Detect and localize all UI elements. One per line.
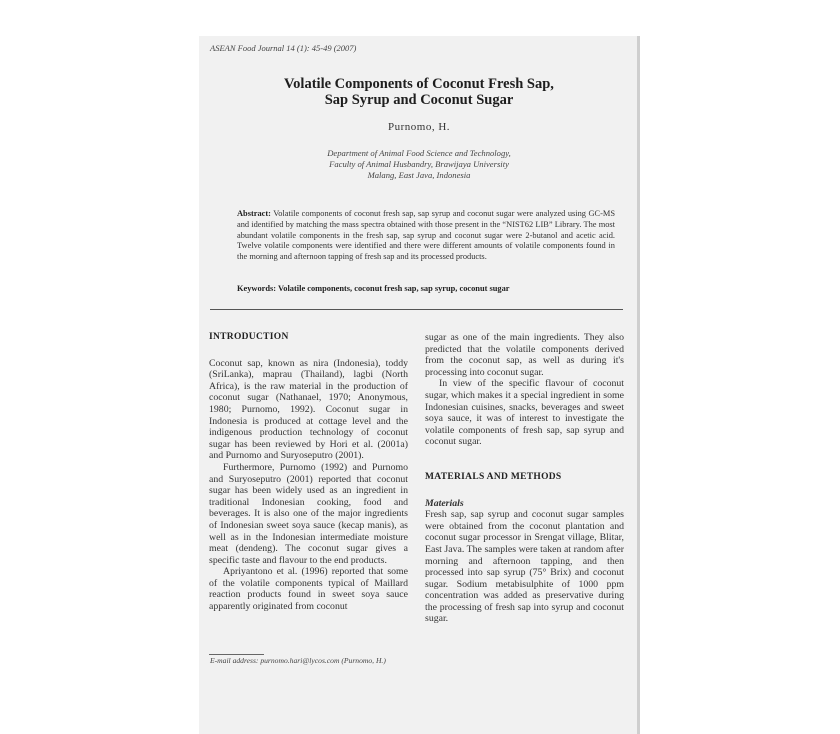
title-line-2: Sap Syrup and Coconut Sugar bbox=[324, 92, 514, 108]
section-divider bbox=[210, 309, 623, 310]
footnote-email: E-mail address: purnomo.hari@lycos.com (Purnomo, H.) bbox=[210, 656, 386, 665]
intro-paragraph-3: Apriyantono et al. (1996) reported that some of the volatile components typical of Maillard reaction products found in sweet soya sauce apparently originated from coconut bbox=[209, 566, 408, 613]
right-column bbox=[425, 332, 624, 625]
abstract-text: Volatile components of coconut fresh sap, sap syrup and coconut sugar were analyzed using GC-MS and identified by matching the mass spectra obtained with those present in the “NIST62 LIB” Library. The most abundant volatile components in the fresh sap, sap syrup and coconut sugar were 2-butanol and acetic acid. Twelve volatile components were identified and there were different amounts of volatile components found in the morning and afternoon tapping of fresh sap and its processed products. bbox=[237, 209, 615, 262]
keywords: Keywords: Volatile components, coconut fresh sap, sap syrup, coconut sugar bbox=[237, 284, 510, 293]
affiliation-line-3: Malang, East Java, Indonesia bbox=[367, 170, 471, 180]
abstract-label: Abstract: bbox=[237, 209, 271, 218]
footnote-rule bbox=[209, 654, 264, 655]
affiliation-line-2: Faculty of Animal Husbandry, Brawijaya University bbox=[329, 159, 509, 169]
page-edge-shadow bbox=[637, 36, 640, 734]
title-line-1: Volatile Components of Coconut Fresh Sap, bbox=[284, 76, 554, 92]
journal-header: ASEAN Food Journal 14 (1): 45-49 (2007) bbox=[210, 43, 357, 53]
intro-paragraph-5: In view of the specific flavour of coconut sugar, which makes it a special ingredient in some Indonesian cuisines, snacks, beverages and sweet soya sauce, it was of interest to investigate the volatile components of fresh sap, sap syrup and coconut sugar. bbox=[425, 378, 624, 448]
abstract bbox=[237, 209, 615, 263]
methods-heading: MATERIALS AND METHODS bbox=[425, 471, 562, 482]
left-column bbox=[209, 332, 408, 613]
materials-paragraph: Fresh sap, sap syrup and coconut sugar samples were obtained from the coconut plantation and coconut sugar processor in Srengat village, Blitar, East Java. The samples were taken at random after morning and afternoon tapping, and then processed into sap syrup (75° Brix) and coconut sugar. Sodium metabisulphite of 1000 ppm concentration was added as preservative during the processing of fresh sap into syrup and coconut sugar. bbox=[425, 509, 624, 625]
paper-title bbox=[199, 76, 639, 108]
intro-paragraph-4: sugar as one of the main ingredients. They also predicted that the volatile components derived from the coconut sap, as well as during it's processing into coconut sugar. bbox=[425, 332, 624, 378]
author: Purnomo, H. bbox=[387, 121, 451, 133]
intro-paragraph-2: Furthermore, Purnomo (1992) and Purnomo and Suryoseputro (2001) reported that coconut sugar has been widely used as an ingredient in traditional Indonesian cooking, food and beverages. It is also one of the major ingredients of Indonesian sweet soya sauce (kecap manis), as well as in the Indonesian intermediate moisture meat (dendeng). The coconut sugar gives a specific taste and flavour to the end products. bbox=[209, 461, 408, 566]
introduction-heading: INTRODUCTION bbox=[209, 332, 289, 342]
affiliation bbox=[199, 148, 639, 181]
intro-paragraph-1: Coconut sap, known as nira (Indonesia), toddy (SriLanka), maprau (Thailand), lagbi (North Africa), is the raw material in the production of coconut sugar (Nathanael, 1970; Anonymous, 1980; Purnomo, 1992). Coconut sugar in Indonesia is produced at cottage level and the indigenous production technology of coconut sugar has been reviewed by Hori et al. (2001a) and Purnomo and Suryoseputro (2001). bbox=[209, 357, 408, 462]
materials-subheading: Materials bbox=[425, 497, 464, 509]
affiliation-line-1: Department of Animal Food Science and Technology, bbox=[327, 148, 511, 158]
